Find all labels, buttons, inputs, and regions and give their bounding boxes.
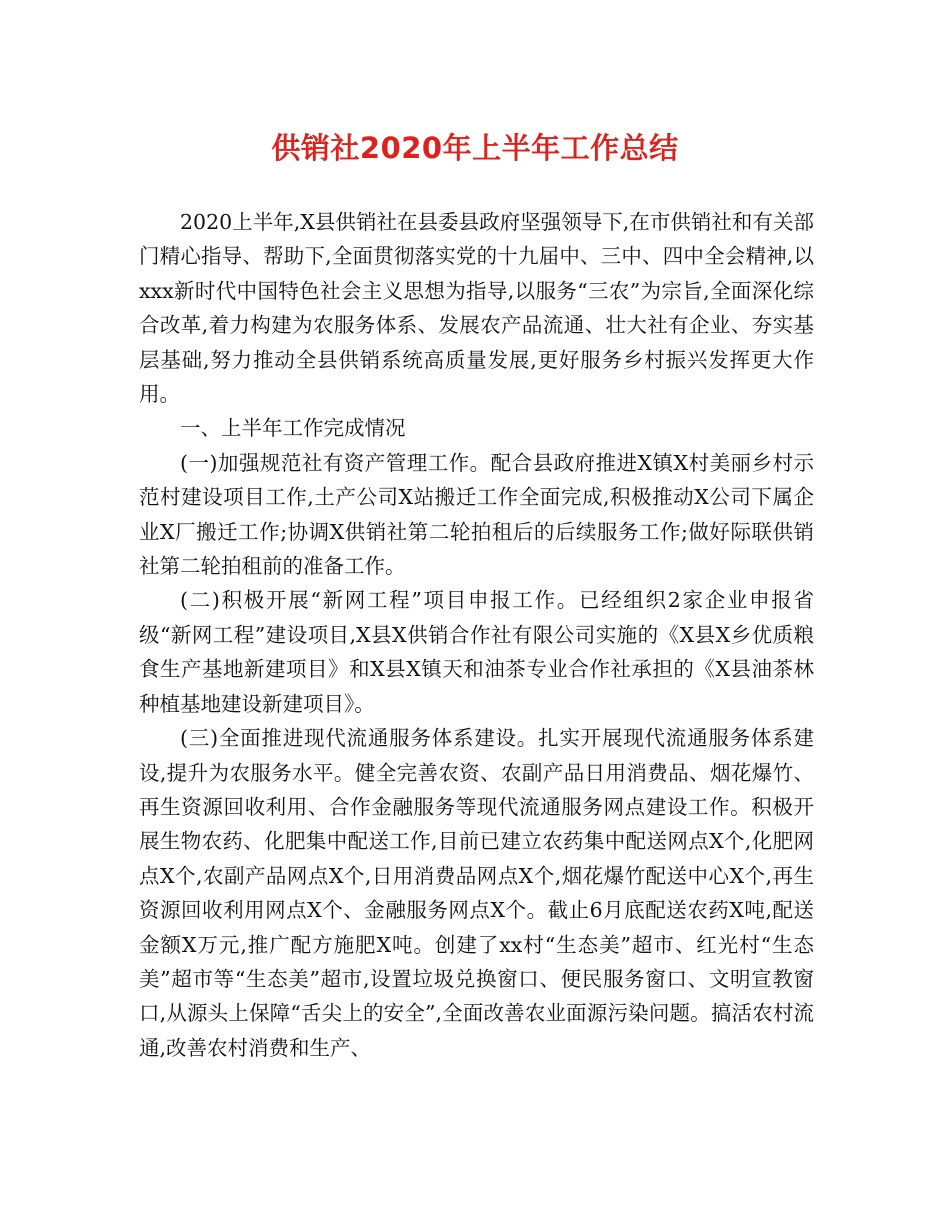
section-heading-1: 一、上半年工作完成情况 <box>180 416 406 441</box>
paragraph-intro: 2020上半年,X县供销社在县委县政府坚强领导下,在市供销社和有关部门精心指导、帮助下,全面贯彻落实党的十九届中、三中、四中全会精神,以xxx新时代中国特色社会主义思想为指导,以服务“三农”为宗旨,全面深化综合改革,着力构建为农服务体系、发展农产品流通、壮大社有企业、夯实基层基础,努力推动全县供销系统高质量发展,更好服务乡村振兴发挥更大作用。 <box>139 210 814 407</box>
paragraph-item-2: (二)积极开展“新网工程”项目申报工作。已经组织2家企业申报省级“新网工程”建设项目,X县X供销合作社有限公司实施的《X县X乡优质粮食生产基地新建项目》和X县X镇天和油茶专业合作社承担的《X县油茶林种植基地建设新建项目》。 <box>139 588 814 716</box>
document-body <box>139 205 814 1065</box>
document-title: 供销社2020年上半年工作总结 <box>271 131 679 165</box>
paragraph-item-1: (一)加强规范社有资产管理工作。配合县政府推进X镇X村美丽乡村示范村建设项目工作,土产公司X站搬迁工作全面完成,积极推动X公司下属企业X厂搬迁工作;协调X供销社第二轮拍租后的后续服务工作;做好际联供销社第二轮拍租前的准备工作。 <box>139 450 814 579</box>
paragraph-item-3: (三)全面推进现代流通服务体系建设。扎实开展现代流通服务体系建设,提升为农服务水平。健全完善农资、农副产品日用消费品、烟花爆竹、再生资源回收利用、合作金融服务等现代流通服务网点建设工作。积极开展生物农药、化肥集中配送工作,目前已建立农药集中配送网点X个,化肥网点X个,农副产品网点X个,日用消费品网点X个,烟花爆竹配送中心X个,再生资源回收利用网点X个、金融服务网点X个。截止6月底配送农药X吨,配送金额X万元,推广配方施肥X吨。创建了xx村“生态美”超市、红光村“生态美”超市等“生态美”超市,设置垃圾兑换窗口、便民服务窗口、文明宣教窗口,从源头上保障“舌尖上的安全”,全面改善农业面源污染问题。搞活农村流通,改善农村消费和生产、 <box>139 726 814 1060</box>
